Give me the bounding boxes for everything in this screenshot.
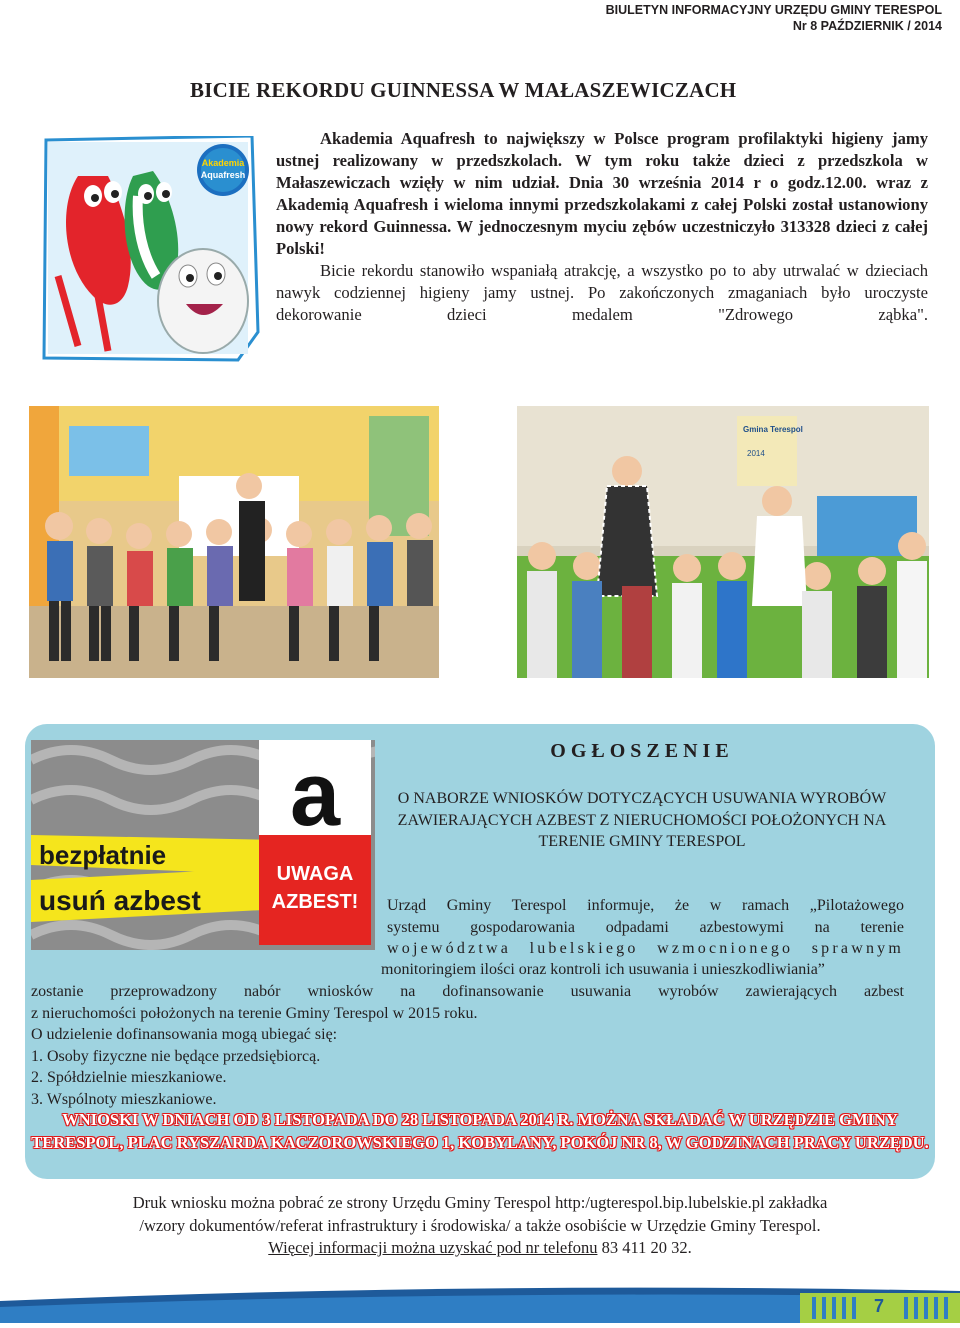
bulletin-header: [606, 2, 942, 34]
image-label-warning2: AZBEST!: [271, 891, 359, 913]
download-line-2: /wzory dokumentów/referat infrastruktury i środowiska/ a także osobiście w Urzędzie Gminy Terespol.: [139, 1215, 821, 1235]
issue-number: Nr 8 PAŹDZIERNIK / 2014: [792, 19, 942, 33]
logo-text-bottom: Aquafresh: [200, 170, 246, 180]
article-body: [276, 128, 928, 326]
contact-line: [40, 1237, 920, 1260]
page-number: 7: [864, 1295, 894, 1317]
image-label-remove: usuń azbest: [39, 885, 201, 916]
article-paragraph: Bicie rekordu stanowiło wspaniałą atrakcję, a wszystko po to aby utrwalać w dzieciach nawyk codziennej higieny jamy ustnej. Po zakończonych zmaganiach było uroczyste dekorowanie dzieci medalem "Zdrowego ząbka".: [276, 261, 928, 324]
announcement-line-2: systemu gospodarowania odpadami azbestowymi na terenie: [387, 918, 904, 936]
article-bold-paragraph: Akademia Aquafresh to największy w Polsce program profilaktyki higieny jamy ustnej realizowany w przedszkolach. W tym roku także dzieci z przedszkola w Małaszewiczach wzięły w nim udział. Dnia 30 września 2014 r o godz.12.00. wraz z Akademią Aquafresh i wieloma innymi przedszkolakami z całej Polski został ustanowiony nowy rekord Guinnessa. W jednoczesnym myciu zębów uczestniczyło 313328 dzieci z całej Polski!: [276, 129, 928, 258]
wall-sign-text: Gmina Terespol: [743, 425, 803, 434]
announcement-intro: [387, 895, 904, 960]
announcement-line-10: 3. Wspólnoty mieszkaniowe.: [31, 1090, 217, 1108]
announcement-line-4: monitoringiem ilości oraz kontroli ich usuwania i unieszkodliwiania”: [381, 961, 825, 978]
announcement-line-4-wrap: [381, 959, 906, 981]
announcement-line-5: zostanie przeprowadzony nabór wniosków na dofinansowanie usuwania wyrobów zawierających azbest: [31, 983, 904, 1000]
page-footer-bar: [0, 1283, 960, 1323]
announcement-line-1: Urząd Gminy Terespol informuje, że w ramach „Pilotażowego: [387, 897, 904, 914]
announcement-line-9: 2. Spółdzielnie mieszkaniowe.: [31, 1069, 227, 1086]
announcement-subtitle: O NABORZE WNIOSKÓW DOTYCZĄCYCH USUWANIA WYROBÓW ZAWIERAJĄCYCH AZBEST Z NIERUCHOMOŚCI POŁOŻONYCH NA TERENIE GMINY TERESPOL: [397, 790, 887, 850]
announcement-line-8: 1. Osoby fizyczne nie będące przedsiębiorcą.: [31, 1047, 321, 1065]
announcement-line-7: O udzielenie dofinansowania mogą ubiegać się:: [31, 1026, 338, 1043]
announcement-line-6: z nieruchomości położonych na terenie Gminy Terespol w 2015 roku.: [31, 1004, 478, 1022]
announcement-heading: OGŁOSZENIE: [550, 740, 734, 762]
wall-sign-year: 2014: [747, 449, 765, 458]
announcement-body: [31, 981, 904, 1110]
download-line-1: Druk wniosku można pobrać ze strony Urzędu Gminy Terespol http:/ugterespol.bip.lubelskie.pl zakładka: [132, 1193, 828, 1212]
announcement-line-3: województwa lubelskiego wzmocnionego sprawnym: [387, 940, 904, 957]
logo-text-top: Akademia: [201, 158, 245, 168]
photo-children-group-1: [29, 406, 439, 678]
image-label-free: bezpłatnie: [39, 840, 167, 870]
aquafresh-mascots-illustration: [38, 136, 260, 362]
bulletin-title: BIULETYN INFORMACYJNY URZĘDU GMINY TERESPOL: [605, 3, 942, 17]
contact-info-link[interactable]: Więcej informacji można uzyskać pod nr telefonu: [268, 1238, 598, 1257]
phone-number: 83 411 20 32.: [601, 1238, 692, 1257]
image-label-warning1: UWAGA: [276, 863, 354, 885]
image-label-letter: a: [289, 745, 341, 845]
page-title: BICIE REKORDU GUINNESSA W MAŁASZEWICZACH: [190, 78, 737, 102]
submission-deadline-notice: WNIOSKI W DNIACH OD 3 LISTOPADA DO 28 LISTOPADA 2014 R. MOŻNA SKŁADAĆ W URZĘDZIE GMINY TERESPOL, PLAC RYSZARDA KACZOROWSKIEGO 1, KOBYLANY, POKÓJ NR 8, W GODZINACH PRACY URZĘDU.: [31, 1110, 929, 1152]
photo-children-group-2: [517, 406, 929, 678]
asbestos-campaign-image: [31, 740, 375, 950]
download-info: [40, 1192, 920, 1260]
